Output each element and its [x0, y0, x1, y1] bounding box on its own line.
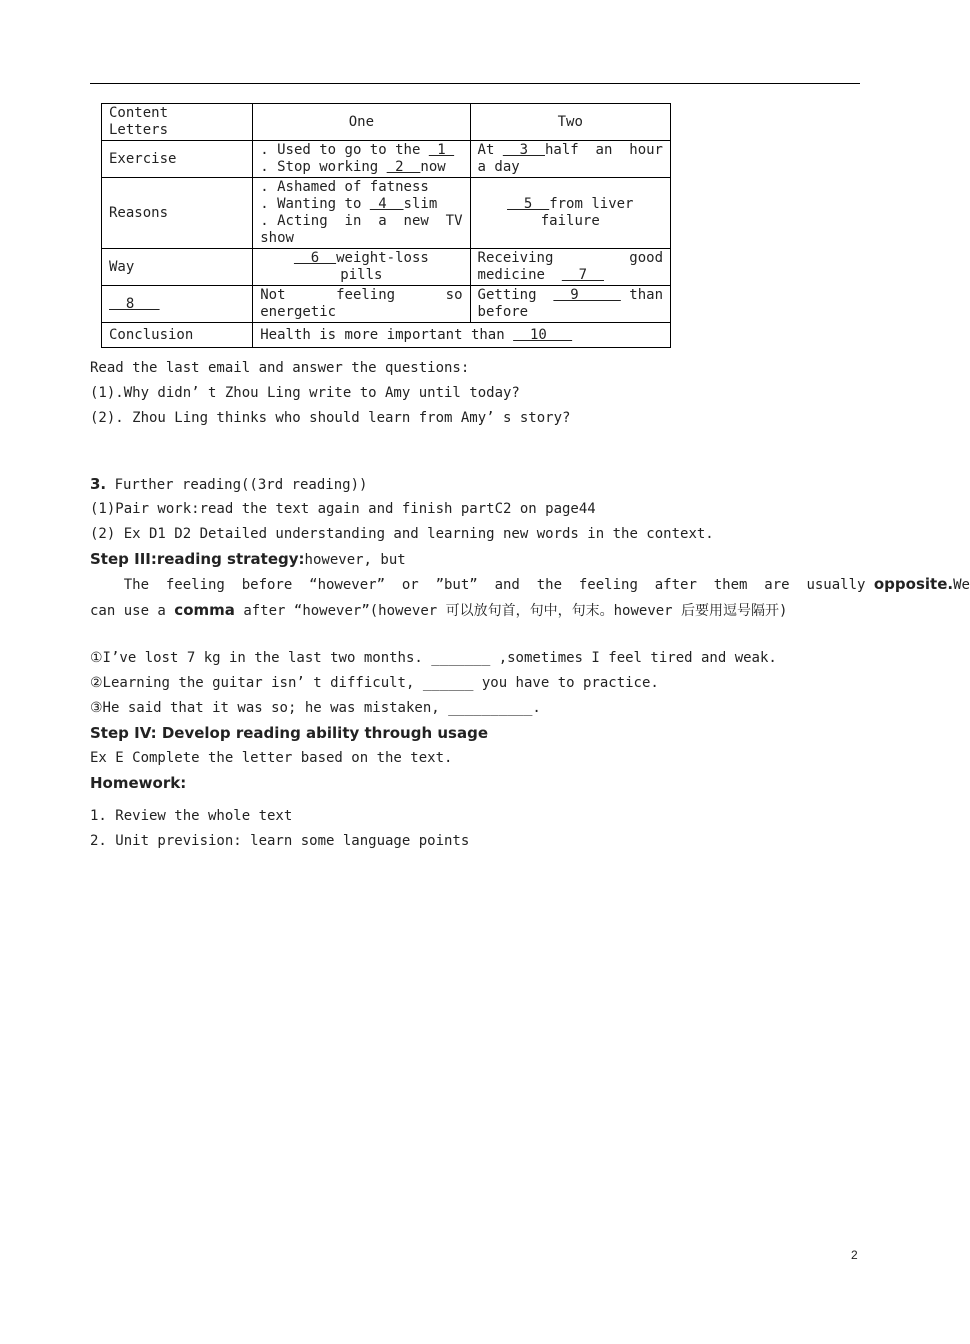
- conclusion-cell: Health is more important than 10: [253, 323, 671, 348]
- way-one-line2: pills: [340, 267, 383, 283]
- exercise-one-line1: . Used to go to the 1: [260, 142, 455, 158]
- page-number: 2: [851, 1248, 858, 1262]
- reasons-one-line2: . Wanting to 4 slim: [260, 196, 438, 212]
- way-two-line2: medicine 7: [477, 267, 604, 283]
- header-col-one: One: [253, 104, 470, 141]
- reading-strategy-paragraph: The feeling before “however” or ”but” and the feeling after them are usually opposite.We can use a comma after “however”(however 可以放句首，句中，句末。however 后要用逗号隔开): [90, 575, 970, 619]
- row-label-reasons: Reasons: [102, 178, 253, 249]
- blank-7: 7: [561, 267, 604, 283]
- reasons-one-line4: show: [260, 230, 294, 246]
- exercise-d-line: (2) Ex D1 D2 Detailed understanding and learning new words in the context.: [90, 526, 714, 542]
- question-1: (1).Why didn’ t Zhou Ling write to Amy until today?: [90, 385, 520, 401]
- eighth-one-line2: energetic: [260, 304, 337, 320]
- example-sentence-3: ③He said that it was so; he was mistaken, __________.: [90, 700, 541, 716]
- corner-line-content: Content: [109, 105, 169, 121]
- eighth-two-cell: [470, 286, 670, 323]
- table-row-way: [102, 249, 671, 286]
- blank-9: 9: [553, 287, 621, 303]
- homework-item-1: 1. Review the whole text: [90, 808, 293, 824]
- eighth-two-line2: before: [477, 304, 529, 320]
- step-3-heading: Step III:reading strategy:however, but: [90, 550, 406, 568]
- corner-line-letters: Letters: [109, 122, 169, 138]
- reasons-two-cell: [470, 178, 670, 249]
- exercise-two-cell: [470, 141, 670, 178]
- example-sentence-2: ②Learning the guitar isn’ t difficult, ______ you have to practice.: [90, 675, 659, 691]
- header-corner-cell: [102, 104, 253, 141]
- row-label-eighth: [102, 286, 253, 323]
- eighth-one-line1: Not feeling so: [260, 287, 463, 303]
- step-4-heading: Step IV: Develop reading ability through usage: [90, 724, 488, 742]
- blank-2: 2: [386, 159, 421, 175]
- further-reading-heading: 3. Further reading((3rd reading)): [90, 475, 368, 493]
- reasons-one-line3: . Acting in a new TV: [260, 213, 463, 229]
- blank-4: 4: [369, 196, 404, 212]
- table-header-row: [102, 104, 671, 141]
- homework-item-2: 2. Unit prevision: learn some language points: [90, 833, 470, 849]
- way-one-line1: 6 weight-loss: [293, 250, 429, 266]
- way-one-cell: [253, 249, 470, 286]
- example-sentence-1: ①I’ve lost 7 kg in the last two months. _______ ,sometimes I feel tired and weak.: [90, 650, 777, 666]
- header-rule: [90, 83, 860, 84]
- row-label-way: Way: [102, 249, 253, 286]
- reasons-one-cell: [253, 178, 470, 249]
- row-label-exercise: Exercise: [102, 141, 253, 178]
- way-two-cell: [470, 249, 670, 286]
- exercise-two-line2: a day: [477, 159, 520, 175]
- way-two-line1: Receiving good: [477, 250, 663, 266]
- exercise-one-line2: . Stop working 2 now: [260, 159, 446, 175]
- blank-3: 3: [502, 142, 545, 158]
- table-row-exercise: [102, 141, 671, 178]
- read-last-email-instruction: Read the last email and answer the questions:: [90, 360, 470, 376]
- reasons-one-line1: . Ashamed of fatness: [260, 179, 429, 195]
- exercise-two-line1: At 3 half an hour: [477, 142, 663, 158]
- table-row-reasons: [102, 178, 671, 249]
- blank-8: 8: [109, 295, 160, 312]
- reasons-two-line1: 5 from liver: [507, 196, 634, 212]
- table-row-eighth: [102, 286, 671, 323]
- reasons-two-line2: failure: [540, 213, 600, 229]
- table-row-conclusion: [102, 323, 671, 348]
- pair-work-line: (1)Pair work:read the text again and finish partC2 on page44: [90, 501, 596, 517]
- eighth-one-cell: [253, 286, 470, 323]
- blank-5: 5: [507, 196, 550, 212]
- summary-table: [101, 103, 671, 348]
- header-col-two: Two: [470, 104, 670, 141]
- row-label-conclusion: Conclusion: [102, 323, 253, 348]
- eighth-two-line1: Getting 9 than: [477, 287, 663, 303]
- exercise-one-cell: [253, 141, 470, 178]
- question-2: (2). Zhou Ling thinks who should learn from Amy’ s story?: [90, 410, 571, 426]
- blank-6: 6: [293, 250, 337, 266]
- homework-heading: Homework:: [90, 774, 187, 792]
- blank-1: 1: [428, 142, 455, 158]
- exercise-e-line: Ex E Complete the letter based on the text.: [90, 750, 453, 766]
- blank-10: 10: [513, 326, 573, 343]
